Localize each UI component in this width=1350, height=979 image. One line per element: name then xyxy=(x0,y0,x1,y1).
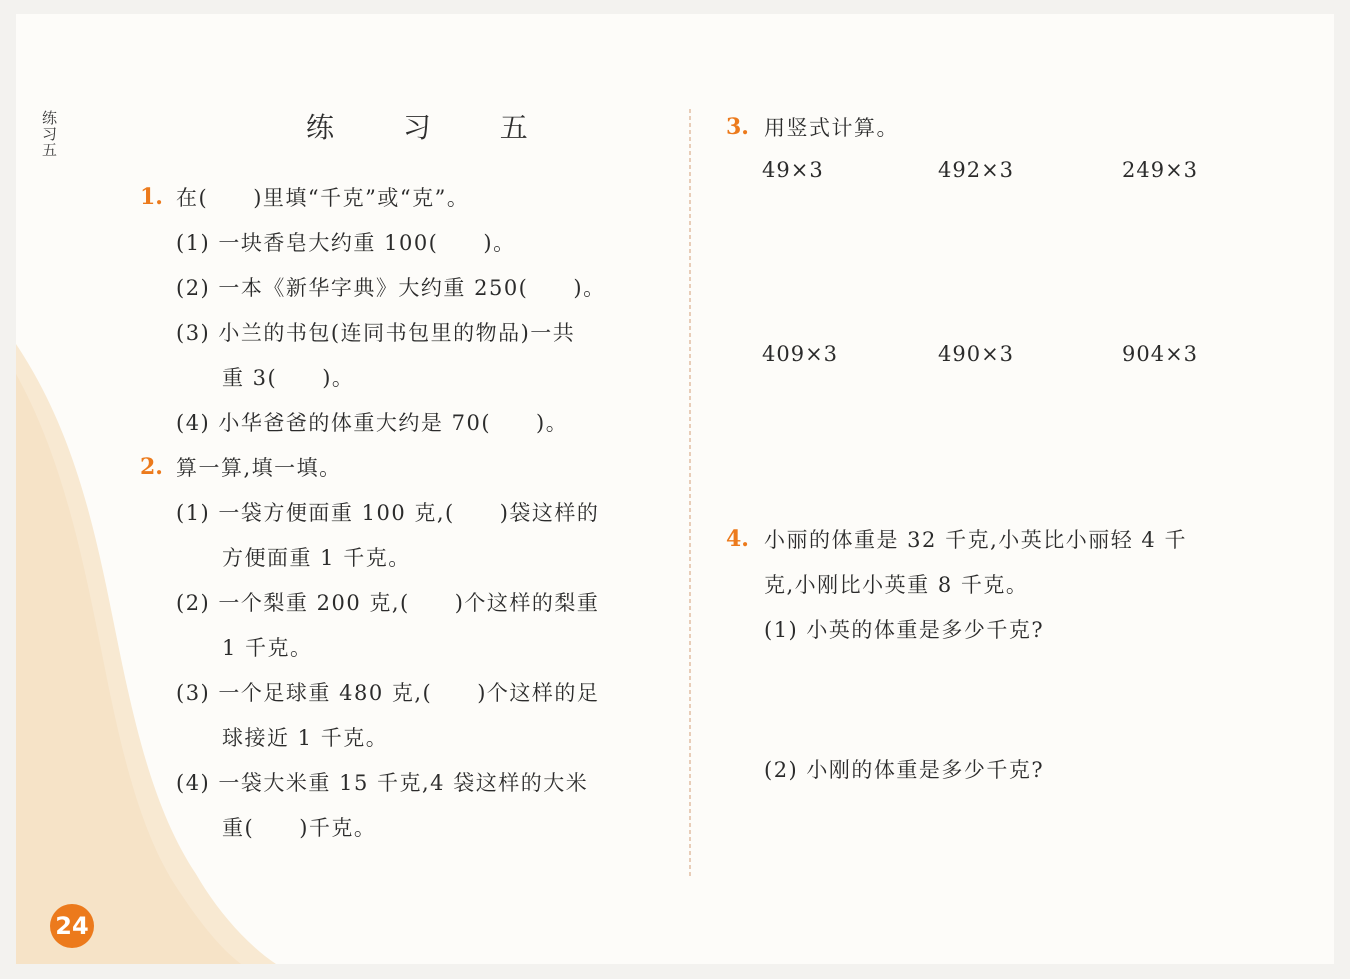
q4-sub-question-2: (2) 小刚的体重是多少千克? xyxy=(764,758,1045,782)
side-tab-label: 练习五 xyxy=(40,110,58,158)
decorative-wave-background xyxy=(16,14,1334,964)
q2-item-1: (1) 一袋方便面重 100 克,( )袋这样的 xyxy=(176,501,600,525)
q1-item-3-cont: 重 3( )。 xyxy=(222,366,355,390)
question-3-number: 3. xyxy=(726,114,749,140)
page-divider xyxy=(689,109,691,879)
calc-item: 492×3 xyxy=(938,158,1015,182)
q2-item-2-cont: 1 千克。 xyxy=(222,636,313,660)
q1-item-4: (4) 小华爸爸的体重大约是 70( )。 xyxy=(176,411,569,435)
calc-item: 490×3 xyxy=(938,342,1015,366)
question-3-prompt: 用竖式计算。 xyxy=(764,116,899,140)
q4-sub-question-1: (1) 小英的体重是多少千克? xyxy=(764,618,1045,642)
q2-item-1-cont: 方便面重 1 千克。 xyxy=(222,546,411,570)
question-4-prompt-line-2: 克,小刚比小英重 8 千克。 xyxy=(764,573,1029,597)
question-2-number: 2. xyxy=(140,454,163,480)
calc-item: 409×3 xyxy=(762,342,839,366)
q1-item-2: (2) 一本《新华字典》大约重 250( )。 xyxy=(176,276,606,300)
q2-item-4: (4) 一袋大米重 15 千克,4 袋这样的大米 xyxy=(176,771,589,795)
calc-item: 249×3 xyxy=(1122,158,1199,182)
question-1-number: 1. xyxy=(140,184,163,210)
q2-item-4-cont: 重( )千克。 xyxy=(222,816,377,840)
page-title: 练 习 五 xyxy=(306,111,558,144)
question-4-prompt-line-1: 小丽的体重是 32 千克,小英比小丽轻 4 千 xyxy=(764,528,1187,552)
calc-item: 904×3 xyxy=(1122,342,1199,366)
q2-item-2: (2) 一个梨重 200 克,( )个这样的梨重 xyxy=(176,591,600,615)
page-number-badge: 24 xyxy=(50,904,94,948)
textbook-page xyxy=(16,14,1334,964)
q1-item-3: (3) 小兰的书包(连同书包里的物品)一共 xyxy=(176,321,576,345)
q1-item-1: (1) 一块香皂大约重 100( )。 xyxy=(176,231,516,255)
calc-item: 49×3 xyxy=(762,158,824,182)
q2-item-3-cont: 球接近 1 千克。 xyxy=(222,726,389,750)
question-4-number: 4. xyxy=(726,526,749,552)
question-2-prompt: 算一算,填一填。 xyxy=(176,456,342,480)
q2-item-3: (3) 一个足球重 480 克,( )个这样的足 xyxy=(176,681,600,705)
question-1-prompt: 在( )里填“千克”或“克”。 xyxy=(176,186,470,210)
